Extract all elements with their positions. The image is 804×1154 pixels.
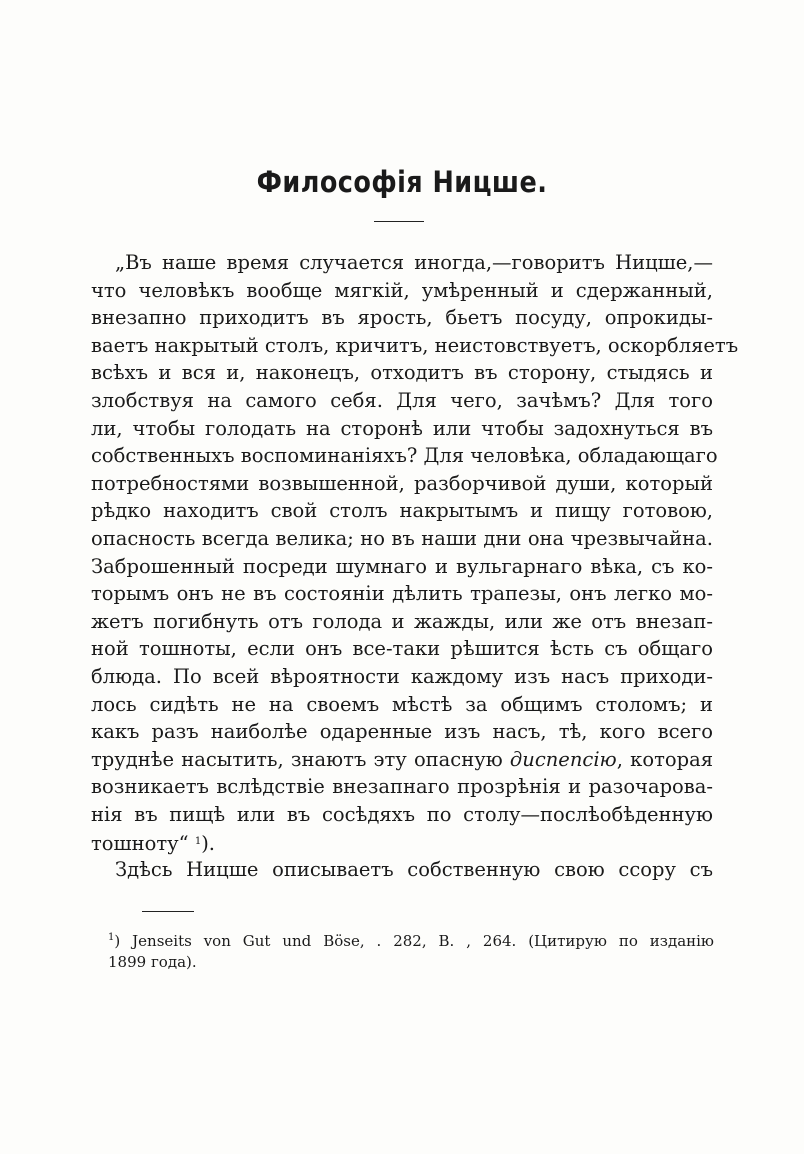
- italic-term: диспепсію: [509, 747, 617, 771]
- text-line: злобствуя на самого себя. Для чего, зачѣмъ? Для того: [91, 388, 713, 412]
- text-line: „Въ наше время случается иногда,—говоритъ Ницше,—: [115, 251, 713, 274]
- text-line: рѣдко находитъ свой столъ накрытымъ и пищу готовою,: [91, 499, 713, 523]
- footnote-divider: [142, 911, 194, 912]
- footnote-reference[interactable]: 1: [194, 836, 202, 848]
- text-segment: ).: [201, 832, 216, 856]
- main-text: [91, 249, 739, 884]
- page-title: Философія Ницше.: [256, 165, 548, 199]
- text-line: собственныхъ воспоминаніяхъ? Для человѣка, обладающаго: [91, 444, 718, 468]
- text-line: потребностями возвышенной, разборчивой души, который: [91, 471, 713, 495]
- footnote-text: ) Jenseits von Gut und Böse,: [114, 932, 377, 950]
- footnote: [108, 925, 714, 975]
- text-segment: труднѣе насытить, знаютъ эту опасную: [91, 747, 503, 771]
- footnote-marker: 1: [108, 932, 115, 943]
- title-divider: [374, 221, 424, 222]
- footnote-line: [108, 925, 714, 950]
- text-line: ваетъ накрытый столъ, кричитъ, неистовствуетъ, оскорбляетъ: [91, 333, 739, 357]
- text-line: внезапно приходитъ въ ярость, бьетъ посуду, опрокиды-: [91, 306, 713, 330]
- text-line: торымъ онъ не въ состояніи дѣлить трапезы, онъ легко мо-: [91, 582, 713, 606]
- text-line: что человѣкъ вообще мягкій, умѣренный и сдержанный,: [91, 278, 713, 302]
- text-line: нія въ пищѣ или въ сосѣдяхъ по столу—послѣобѣденную: [91, 802, 713, 826]
- text-line-with-italic: [91, 746, 713, 774]
- text-line: Заброшенный посреди шумнаго и вульгарнаго вѣка, съ ко-: [91, 554, 713, 578]
- text-line: ной тошноты, если онъ все-таки рѣшится ѣсть съ общаго: [91, 637, 713, 661]
- text-line: Здѣсь Ницше описываетъ собственную свою ссору съ: [115, 858, 713, 882]
- text-segment: тошноту“: [91, 832, 189, 856]
- text-line: блюда. По всей вѣроятности каждому изъ насъ приходи-: [91, 664, 713, 688]
- text-segment: , которая: [616, 747, 714, 771]
- footnote-line: 1899 года).: [108, 953, 197, 971]
- text-line-last: [91, 828, 713, 856]
- text-line: опасность всегда велика; но въ наши дни она чрезвычайна.: [91, 526, 713, 550]
- footnote-text: . 282, B. , 264. (Цитирую по изданію: [376, 932, 714, 950]
- text-line: какъ разъ наиболѣе одаренные изъ насъ, тѣ, кого всего: [91, 720, 713, 744]
- text-line: возникаетъ вслѣдствіе внезапнаго прозрѣнія и разочарова-: [91, 775, 713, 799]
- text-line: лось сидѣть не на своемъ мѣстѣ за общимъ столомъ; и: [91, 692, 713, 716]
- text-line: ли, чтобы голодать на сторонѣ или чтобы задохнуться въ: [91, 416, 713, 440]
- text-line: всѣхъ и вся и, наконецъ, отходитъ въ сторону, стыдясь и: [91, 361, 713, 385]
- text-line: жетъ погибнуть отъ голода и жажды, или же отъ внезап-: [91, 609, 713, 633]
